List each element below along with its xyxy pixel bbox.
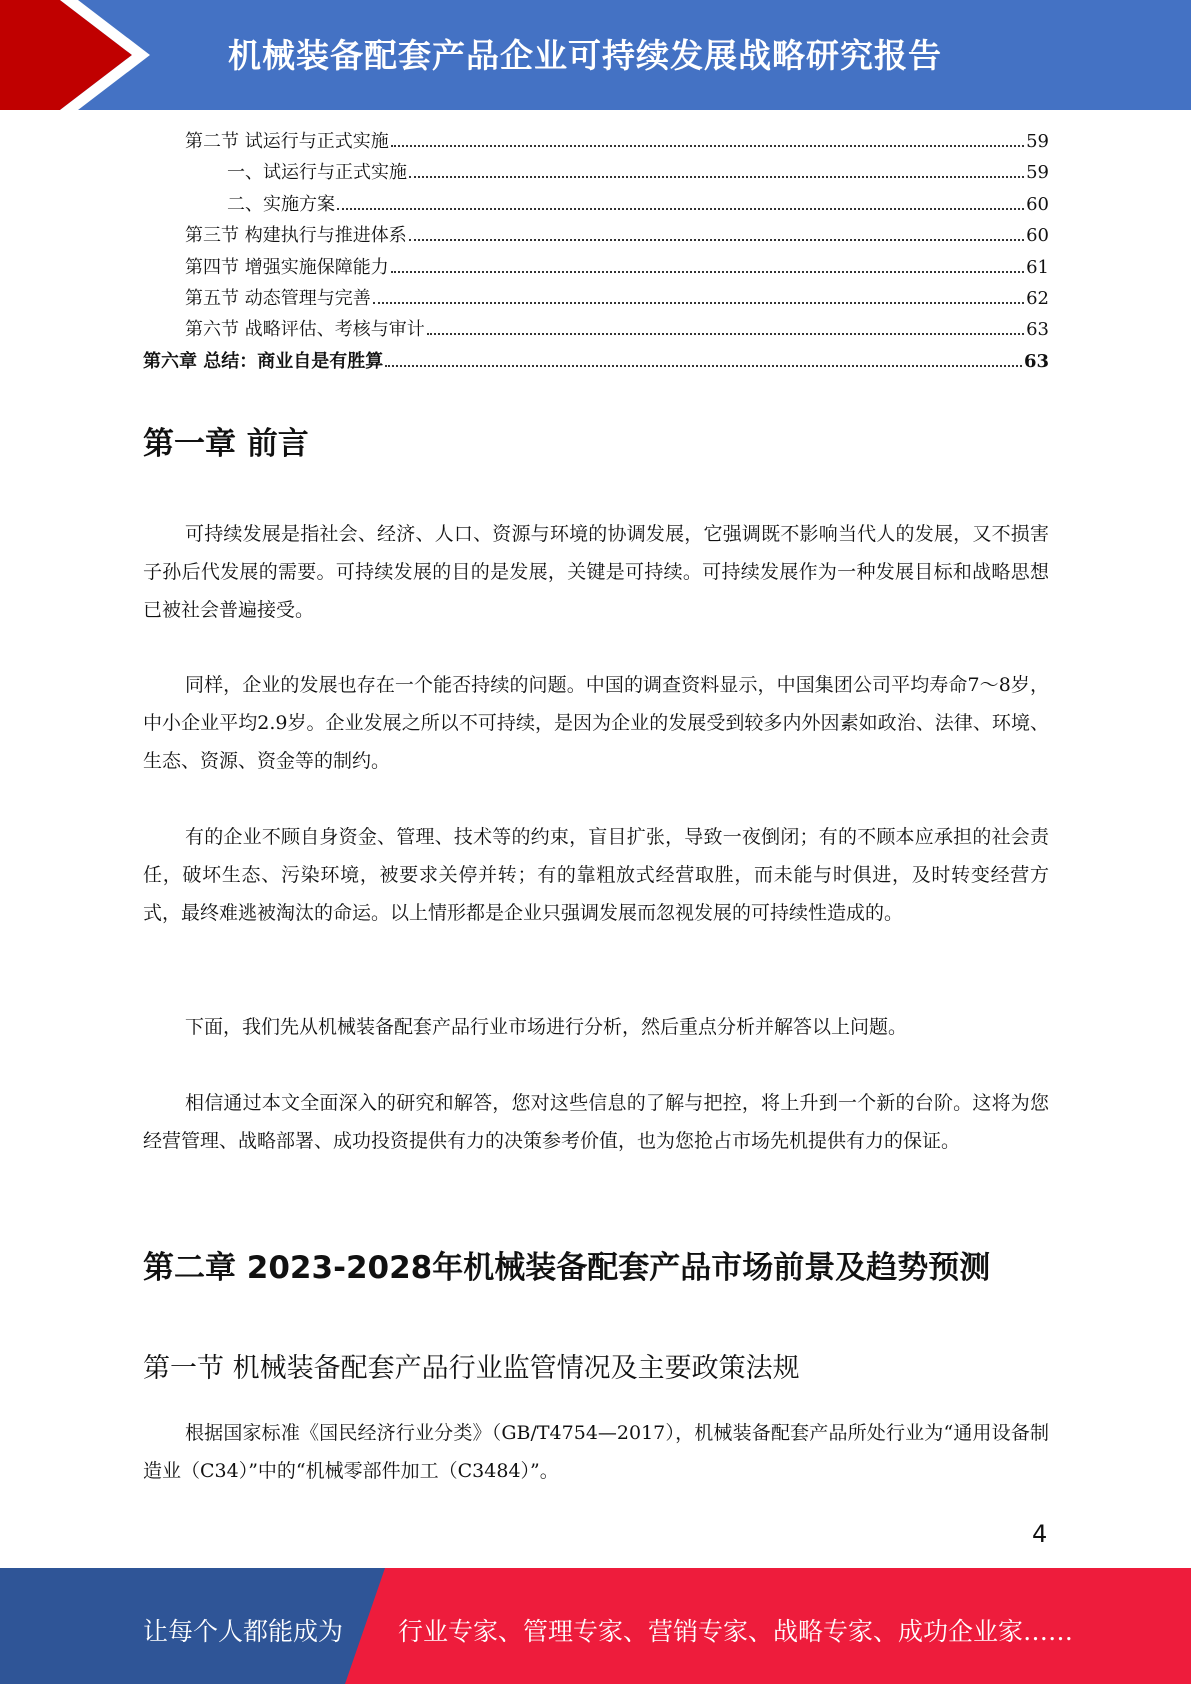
paragraph: 相信通过本文全面深入的研究和解答，您对这些信息的了解与把控，将上升到一个新的台阶。这将为您经营管理、战略部署、成功投资提供有力的决策参考价值，也为您抢占市场先机提供有力的保证。 [143,1092,1049,1152]
paragraph: 可持续发展是指社会、经济、人口、资源与环境的协调发展，它强调既不影响当代人的发展，又不损害子孙后代发展的需要。可持续发展的目的是发展，关键是可持续。可持续发展作为一种发展目标和战略思想已被社会普遍接受。 [143,523,1049,621]
page-number: 4 [1032,1520,1048,1548]
toc-leader [337,207,1024,210]
toc-leader [385,364,1022,367]
toc-entry[interactable] [143,158,1049,189]
toc-entry[interactable] [143,315,1049,346]
toc-entry-page: 63 [1023,350,1049,372]
toc-entry[interactable] [143,190,1049,221]
toc-entry-page: 59 [1026,131,1049,152]
toc-leader [409,175,1024,178]
paragraph: 同样，企业的发展也存在一个能否持续的问题。中国的调查资料显示，中国集团公司平均寿命7～8岁，中小企业平均2.9岁。企业发展之所以不可持续，是因为企业的发展受到较多内外因素如政治、法律、环境、生态、资源、资金等的制约。 [143,674,1049,772]
toc-entry-page: 63 [1026,319,1049,341]
toc-entry-label: 第五节 动态管理与完善 [185,287,371,309]
toc-entry-label: 第四节 增强实施保障能力 [185,256,389,278]
paragraph: 根据国家标准《国民经济行业分类》（GB/T4754—2017），机械装备配套产品所处行业为“通用设备制造业（C34）”中的“机械零部件加工（C3484）”。 [143,1422,1049,1482]
table-of-contents [143,127,1049,378]
paragraph: 有的企业不顾自身资金、管理、技术等的约束，盲目扩张，导致一夜倒闭；有的不顾本应承担的社会责任，破坏生态、污染环境，被要求关停并转；有的靠粗放式经营取胜，而未能与时俱进，及时转变经营方式，最终难逃被淘汰的命运。以上情形都是企业只强调发展而忽视发展的可持续性造成的。 [143,826,1049,924]
toc-entry[interactable] [143,127,1049,158]
toc-entry-page: 61 [1026,256,1049,278]
paragraph: 下面，我们先从机械装备配套产品行业市场进行分析，然后重点分析并解答以上问题。 [185,1016,908,1038]
toc-entry-page: 59 [1026,162,1049,184]
footer-slogan-left: 让每个人都能成为 [143,1617,344,1646]
toc-entry[interactable] [143,221,1049,252]
toc-leader [427,332,1024,335]
toc-entry-label: 一、试运行与正式实施 [227,162,407,184]
toc-entry[interactable] [143,284,1049,315]
footer-slogan-right: 行业专家、管理专家、营销专家、战略专家、成功企业家…… [398,1617,1074,1646]
chapter-1-heading: 第一章 前言 [143,426,309,462]
toc-entry[interactable] [143,253,1049,284]
toc-leader [391,270,1024,273]
toc-entry-label: 第二节 试运行与正式实施 [185,131,389,152]
toc-entry-label: 第六章 总结：商业自是有胜算 [143,350,384,372]
toc-entry-label: 第六节 战略评估、考核与审计 [185,319,425,341]
toc-entry-label: 第三节 构建执行与推进体系 [185,225,407,247]
toc-entry-page: 62 [1026,287,1049,309]
section-1-heading: 第一节 机械装备配套产品行业监管情况及主要政策法规 [143,1353,800,1384]
toc-entry-label: 二、实施方案 [227,193,335,215]
toc-leader [373,301,1024,304]
toc-entry-page: 60 [1026,225,1049,247]
toc-entry-page: 60 [1026,193,1049,215]
toc-leader [391,144,1024,147]
toc-leader [409,238,1024,241]
report-title: 机械装备配套产品企业可持续发展战略研究报告 [228,36,942,75]
toc-entry-chapter[interactable] [143,347,1049,378]
page-header [0,0,1191,110]
chapter-2-heading: 第二章 2023-2028年机械装备配套产品市场前景及趋势预测 [143,1250,991,1286]
